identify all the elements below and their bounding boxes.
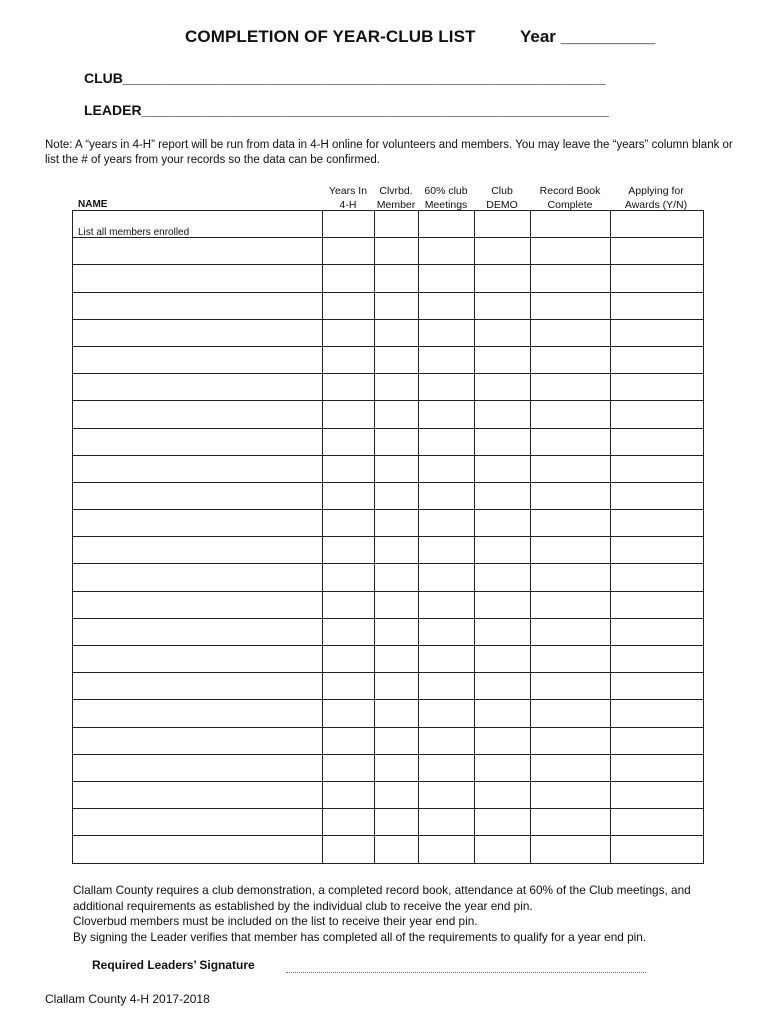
table-cell[interactable] xyxy=(375,319,419,346)
table-row xyxy=(73,428,704,455)
table-cell[interactable] xyxy=(375,673,419,700)
page-title: COMPLETION OF YEAR-CLUB LIST xyxy=(185,27,476,46)
table-cell[interactable] xyxy=(611,727,704,754)
table-cell[interactable] xyxy=(73,292,323,319)
table-cell[interactable] xyxy=(73,455,323,482)
table-row xyxy=(73,319,704,346)
column-header-meetings: 60% club Meetings xyxy=(424,185,468,211)
table-cell[interactable] xyxy=(475,292,531,319)
table-cell[interactable] xyxy=(475,537,531,564)
table-cell[interactable] xyxy=(531,618,611,645)
organization-footer: Clallam County 4-H 2017-2018 xyxy=(45,992,210,1006)
table-cell[interactable] xyxy=(375,292,419,319)
requirements-line-1: Clallam County requires a club demonstration, a completed record book, attendance at 60% of the Club meetings, and additional requirements as established by the individual club to receive the year end pin. xyxy=(73,883,691,913)
table-row xyxy=(73,510,704,537)
table-cell[interactable] xyxy=(419,754,475,781)
table-cell[interactable] xyxy=(375,482,419,509)
table-cell[interactable] xyxy=(531,482,611,509)
table-cell[interactable] xyxy=(323,618,375,645)
table-cell[interactable] xyxy=(375,754,419,781)
table-cell[interactable] xyxy=(375,537,419,564)
table-cell[interactable] xyxy=(419,537,475,564)
table-cell[interactable] xyxy=(375,727,419,754)
column-header-record: Record Book Complete xyxy=(539,185,601,211)
table-cell[interactable] xyxy=(611,781,704,808)
table-cell[interactable] xyxy=(611,428,704,455)
table-cell[interactable] xyxy=(323,319,375,346)
table-cell[interactable] xyxy=(323,836,375,863)
table-cell[interactable] xyxy=(323,727,375,754)
table-cell[interactable] xyxy=(531,754,611,781)
table-cell[interactable] xyxy=(475,510,531,537)
table-cell[interactable] xyxy=(419,809,475,836)
table-cell[interactable] xyxy=(475,591,531,618)
table-cell[interactable] xyxy=(419,564,475,591)
table-cell[interactable] xyxy=(73,836,323,863)
table-cell[interactable] xyxy=(419,646,475,673)
table-cell[interactable] xyxy=(475,618,531,645)
table-cell[interactable] xyxy=(73,211,323,238)
table-cell[interactable] xyxy=(531,401,611,428)
table-cell[interactable] xyxy=(419,700,475,727)
table-cell[interactable] xyxy=(375,428,419,455)
table-cell[interactable] xyxy=(73,564,323,591)
table-row xyxy=(73,727,704,754)
table-row xyxy=(73,537,704,564)
table-cell[interactable] xyxy=(73,374,323,401)
table-cell[interactable] xyxy=(375,374,419,401)
table-cell[interactable] xyxy=(611,319,704,346)
table-cell[interactable] xyxy=(323,346,375,373)
table-cell[interactable] xyxy=(419,510,475,537)
table-cell[interactable] xyxy=(531,727,611,754)
table-cell[interactable] xyxy=(375,809,419,836)
table-cell[interactable] xyxy=(531,428,611,455)
table-cell[interactable] xyxy=(611,211,704,238)
table-cell[interactable] xyxy=(475,482,531,509)
table-cell[interactable] xyxy=(475,646,531,673)
year-field[interactable]: Year __________ xyxy=(520,27,656,46)
note-text: Note: A “years in 4-H” report will be run from data in 4-H online for volunteers and members. You may leave the “years” column blank or list the # of years from your records so the data can be confirmed. xyxy=(45,139,733,166)
table-row xyxy=(73,346,704,373)
table-cell[interactable] xyxy=(375,591,419,618)
table-row xyxy=(73,211,704,238)
table-cell[interactable] xyxy=(531,700,611,727)
column-header-demo: Club DEMO xyxy=(486,185,518,211)
column-header-years: Years In 4-H xyxy=(328,185,368,211)
table-cell[interactable] xyxy=(375,700,419,727)
table-cell[interactable] xyxy=(375,646,419,673)
table-cell[interactable] xyxy=(531,646,611,673)
table-cell[interactable] xyxy=(531,374,611,401)
table-cell[interactable] xyxy=(475,781,531,808)
table-cell[interactable] xyxy=(375,211,419,238)
table-cell[interactable] xyxy=(323,564,375,591)
table-cell[interactable] xyxy=(375,265,419,292)
table-cell[interactable] xyxy=(73,618,323,645)
table-cell[interactable] xyxy=(73,510,323,537)
table-row xyxy=(73,673,704,700)
table-row xyxy=(73,374,704,401)
table-cell[interactable] xyxy=(475,727,531,754)
table-cell[interactable] xyxy=(611,265,704,292)
table-cell[interactable] xyxy=(419,455,475,482)
table-cell[interactable] xyxy=(375,455,419,482)
table-row xyxy=(73,238,704,265)
table-cell[interactable] xyxy=(323,537,375,564)
table-cell[interactable] xyxy=(73,401,323,428)
table-cell[interactable] xyxy=(611,591,704,618)
club-field[interactable]: CLUB______________________________________________________________ xyxy=(84,70,606,86)
table-cell[interactable] xyxy=(323,754,375,781)
table-cell[interactable] xyxy=(475,319,531,346)
table-cell[interactable] xyxy=(73,265,323,292)
table-cell[interactable] xyxy=(531,319,611,346)
table-cell[interactable] xyxy=(531,809,611,836)
table-cell[interactable] xyxy=(531,591,611,618)
table-cell[interactable] xyxy=(73,700,323,727)
table-cell[interactable] xyxy=(375,836,419,863)
table-cell[interactable] xyxy=(375,401,419,428)
table-cell[interactable] xyxy=(611,510,704,537)
member-table xyxy=(72,210,704,864)
table-cell[interactable] xyxy=(475,809,531,836)
table-cell[interactable] xyxy=(531,836,611,863)
table-row xyxy=(73,455,704,482)
table-cell[interactable] xyxy=(611,754,704,781)
table-cell[interactable] xyxy=(323,646,375,673)
table-cell[interactable] xyxy=(323,482,375,509)
table-cell[interactable] xyxy=(475,211,531,238)
table-row xyxy=(73,754,704,781)
table-row xyxy=(73,836,704,863)
table-cell[interactable] xyxy=(531,346,611,373)
table-cell[interactable] xyxy=(73,319,323,346)
table-cell[interactable] xyxy=(323,455,375,482)
table-cell[interactable] xyxy=(419,727,475,754)
table-cell[interactable] xyxy=(323,374,375,401)
table-cell[interactable] xyxy=(611,564,704,591)
table-cell[interactable] xyxy=(475,265,531,292)
table-cell[interactable] xyxy=(611,455,704,482)
table-cell[interactable] xyxy=(323,673,375,700)
leader-field[interactable]: LEADER____________________________________________________________ xyxy=(84,102,609,118)
table-cell[interactable] xyxy=(531,564,611,591)
table-cell[interactable] xyxy=(611,238,704,265)
table-cell[interactable] xyxy=(419,673,475,700)
table-cell[interactable] xyxy=(531,292,611,319)
table-cell[interactable] xyxy=(323,591,375,618)
table-cell[interactable] xyxy=(419,482,475,509)
table-cell[interactable] xyxy=(611,836,704,863)
table-row xyxy=(73,265,704,292)
table-cell[interactable] xyxy=(375,618,419,645)
table-cell[interactable] xyxy=(323,428,375,455)
table-cell[interactable] xyxy=(475,836,531,863)
table-cell[interactable] xyxy=(611,673,704,700)
table-cell[interactable] xyxy=(323,510,375,537)
table-cell[interactable] xyxy=(611,809,704,836)
table-cell[interactable] xyxy=(475,673,531,700)
signature-label: Required Leaders’ Signature xyxy=(92,958,255,972)
table-cell[interactable] xyxy=(323,211,375,238)
requirements-line-3: By signing the Leader verifies that member has completed all of the requirements to qualify for a year end pin. xyxy=(73,929,647,944)
table-cell[interactable] xyxy=(531,455,611,482)
requirements-text xyxy=(73,883,733,945)
table-cell[interactable] xyxy=(323,292,375,319)
table-cell[interactable] xyxy=(419,618,475,645)
table-row xyxy=(73,700,704,727)
table-cell[interactable] xyxy=(475,401,531,428)
table-cell[interactable] xyxy=(531,781,611,808)
table-cell[interactable] xyxy=(419,781,475,808)
table-cell[interactable] xyxy=(419,211,475,238)
table-cell[interactable] xyxy=(419,401,475,428)
name-header-title: NAME xyxy=(78,199,108,210)
table-cell[interactable] xyxy=(475,374,531,401)
table-row xyxy=(73,401,704,428)
table-row xyxy=(73,292,704,319)
table-cell[interactable] xyxy=(375,510,419,537)
table-cell[interactable] xyxy=(73,537,323,564)
table-cell[interactable] xyxy=(375,781,419,808)
table-cell[interactable] xyxy=(419,374,475,401)
table-cell[interactable] xyxy=(611,537,704,564)
table-cell[interactable] xyxy=(419,346,475,373)
table-cell[interactable] xyxy=(611,646,704,673)
table-cell[interactable] xyxy=(375,346,419,373)
table-cell[interactable] xyxy=(73,673,323,700)
table-cell[interactable] xyxy=(531,238,611,265)
table-cell[interactable] xyxy=(531,510,611,537)
requirements-line-2: Cloverbud members must be included on the list to receive their year end pin. xyxy=(73,914,478,928)
table-cell[interactable] xyxy=(419,428,475,455)
table-row xyxy=(73,781,704,808)
table-cell[interactable] xyxy=(73,591,323,618)
table-cell[interactable] xyxy=(419,265,475,292)
table-cell[interactable] xyxy=(475,700,531,727)
table-cell[interactable] xyxy=(73,238,323,265)
table-cell[interactable] xyxy=(419,292,475,319)
table-cell[interactable] xyxy=(323,265,375,292)
table-cell[interactable] xyxy=(73,346,323,373)
table-cell[interactable] xyxy=(419,238,475,265)
table-cell[interactable] xyxy=(475,455,531,482)
table-cell[interactable] xyxy=(475,564,531,591)
table-cell[interactable] xyxy=(323,238,375,265)
table-cell[interactable] xyxy=(475,238,531,265)
table-row xyxy=(73,618,704,645)
table-cell[interactable] xyxy=(611,700,704,727)
table-cell[interactable] xyxy=(475,754,531,781)
table-cell[interactable] xyxy=(375,238,419,265)
table-cell[interactable] xyxy=(531,673,611,700)
table-cell[interactable] xyxy=(475,428,531,455)
column-header-clvrbd: Clvrbd. Member xyxy=(376,185,416,211)
table-row xyxy=(73,809,704,836)
table-cell[interactable] xyxy=(475,346,531,373)
table-row xyxy=(73,591,704,618)
table-cell[interactable] xyxy=(419,319,475,346)
table-cell[interactable] xyxy=(419,836,475,863)
table-cell[interactable] xyxy=(531,211,611,238)
table-cell[interactable] xyxy=(323,781,375,808)
table-cell[interactable] xyxy=(611,374,704,401)
table-cell[interactable] xyxy=(611,346,704,373)
table-row xyxy=(73,646,704,673)
table-cell[interactable] xyxy=(531,537,611,564)
table-cell[interactable] xyxy=(73,809,323,836)
table-row xyxy=(73,482,704,509)
table-cell[interactable] xyxy=(73,646,323,673)
column-header-awards: Applying for Awards (Y/N) xyxy=(624,185,688,211)
table-row xyxy=(73,564,704,591)
table-cell[interactable] xyxy=(323,401,375,428)
table-cell[interactable] xyxy=(419,591,475,618)
table-cell[interactable] xyxy=(611,482,704,509)
table-cell[interactable] xyxy=(611,292,704,319)
table-cell[interactable] xyxy=(323,809,375,836)
table-cell[interactable] xyxy=(531,265,611,292)
signature-line[interactable] xyxy=(286,972,646,973)
table-cell[interactable] xyxy=(611,618,704,645)
table-cell[interactable] xyxy=(323,700,375,727)
table-cell[interactable] xyxy=(73,428,323,455)
table-cell[interactable] xyxy=(73,727,323,754)
table-cell[interactable] xyxy=(73,781,323,808)
table-cell[interactable] xyxy=(73,482,323,509)
table-cell[interactable] xyxy=(73,754,323,781)
name-header-subtitle: List all members enrolled xyxy=(78,227,190,238)
table-cell[interactable] xyxy=(375,564,419,591)
table-cell[interactable] xyxy=(611,401,704,428)
